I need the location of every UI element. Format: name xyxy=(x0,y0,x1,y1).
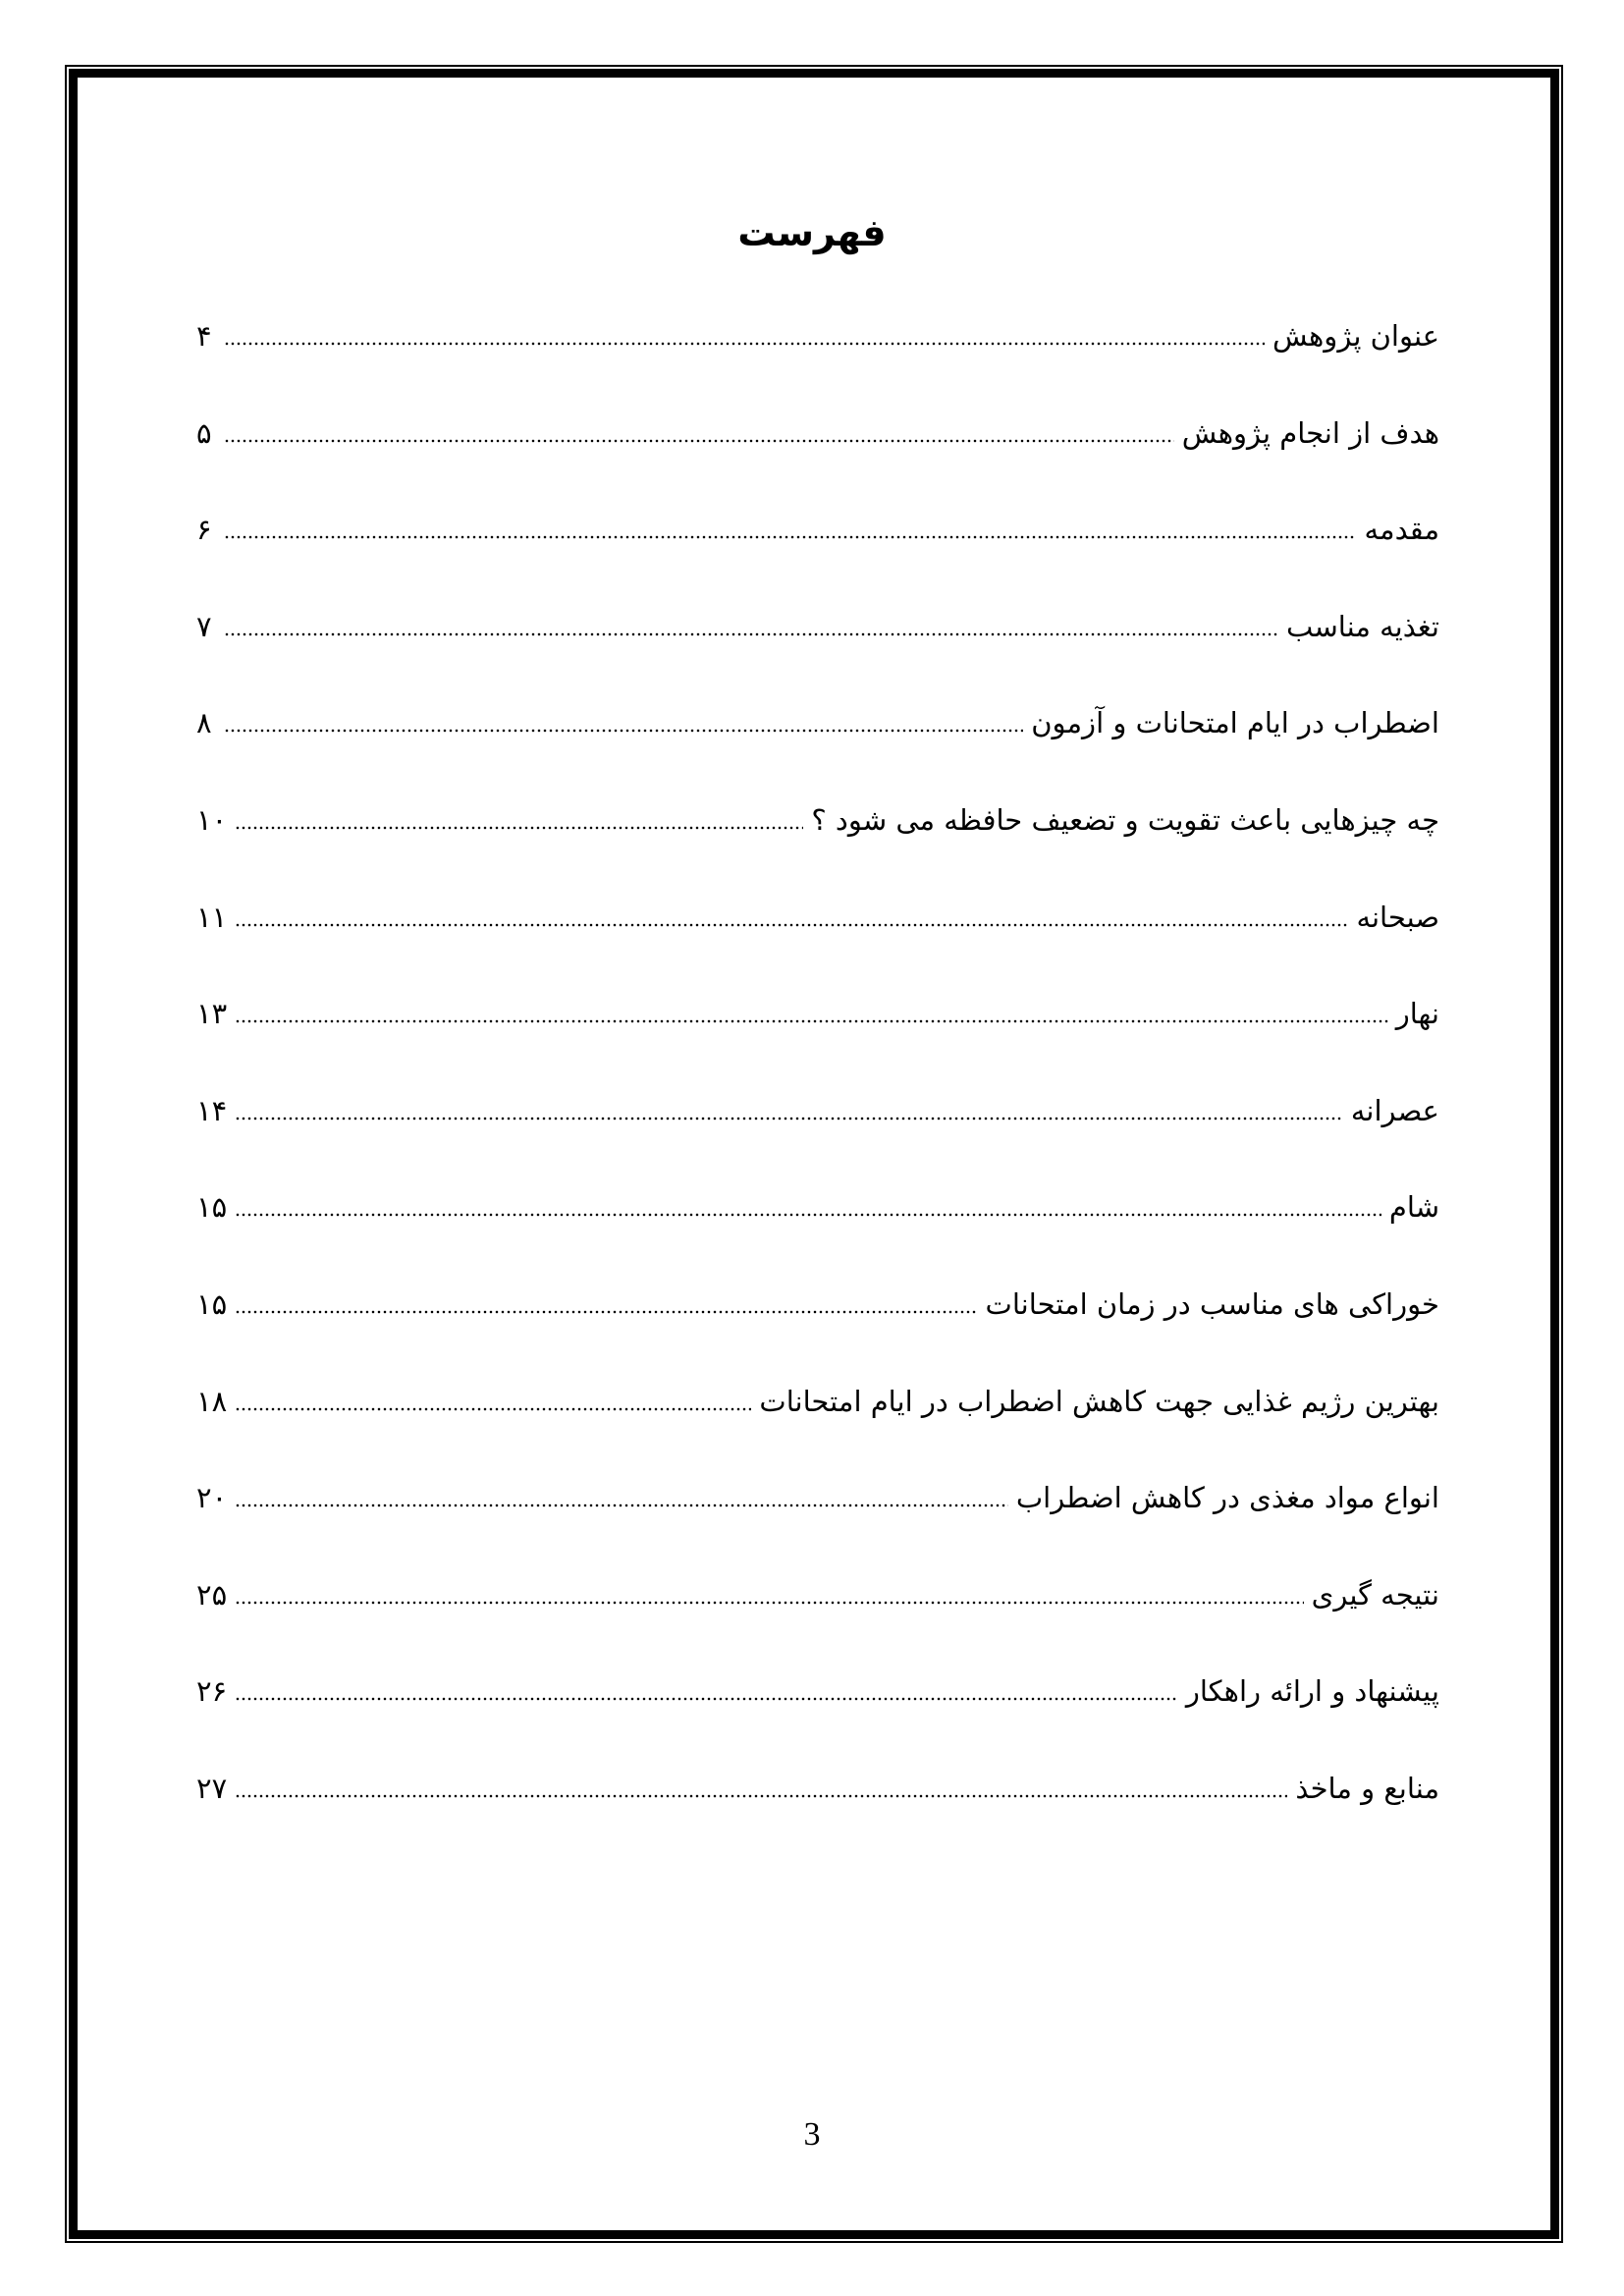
toc-entry-label: نهار xyxy=(1395,997,1439,1031)
dot-leader xyxy=(224,439,1174,443)
dot-leader xyxy=(235,1213,1381,1217)
toc-entry-page: ۴ xyxy=(196,319,212,353)
toc-entry[interactable] xyxy=(196,513,1439,610)
dot-leader xyxy=(224,632,1278,636)
toc-entry[interactable] xyxy=(196,706,1439,803)
toc-entry-label: نتیجه گیری xyxy=(1311,1577,1439,1612)
toc-entry-page: ۲۰ xyxy=(196,1481,228,1515)
page-title: فهرست xyxy=(737,211,887,254)
toc-entry-page: ۱۵ xyxy=(196,1190,228,1225)
toc-entry-label: اضطراب در ایام امتحانات و آزمون xyxy=(1031,706,1439,740)
toc-entry-page: ۵ xyxy=(196,415,212,450)
table-of-contents xyxy=(196,319,1439,1869)
toc-entry-page: ۱۵ xyxy=(196,1286,228,1321)
toc-entry[interactable] xyxy=(196,1287,1439,1385)
toc-entry-label: چه چیزهایی باعث تقویت و تضعیف حافظه می شود ؟ xyxy=(811,802,1439,837)
dot-leader xyxy=(235,1310,977,1314)
toc-entry-label: بهترین رژیم غذایی جهت کاهش اضطراب در ایام امتحانات xyxy=(759,1384,1439,1418)
dot-leader xyxy=(235,1697,1178,1701)
dot-leader xyxy=(224,342,1265,346)
toc-entry-label: انواع مواد مغذی در کاهش اضطراب xyxy=(1015,1481,1439,1515)
dot-leader xyxy=(235,1503,1008,1507)
toc-entry-page: ۱۳ xyxy=(196,997,228,1031)
toc-entry-label: هدف از انجام پژوهش xyxy=(1181,415,1439,450)
toc-entry[interactable] xyxy=(196,1772,1439,1869)
toc-entry[interactable] xyxy=(196,1190,1439,1287)
toc-entry[interactable] xyxy=(196,416,1439,514)
dot-leader xyxy=(224,729,1023,733)
toc-entry[interactable] xyxy=(196,997,1439,1094)
toc-entry-page: ۱۴ xyxy=(196,1093,228,1127)
toc-entry[interactable] xyxy=(196,319,1439,416)
toc-entry[interactable] xyxy=(196,1578,1439,1675)
toc-entry-label: عصرانه xyxy=(1350,1093,1439,1127)
toc-entry-page: ۸ xyxy=(196,706,212,740)
toc-entry-label: پیشنهاد و ارائه راهکار xyxy=(1185,1674,1439,1709)
toc-entry-page: ۲۷ xyxy=(196,1771,228,1805)
toc-entry[interactable] xyxy=(196,1385,1439,1482)
toc-entry-label: تغذیه مناسب xyxy=(1285,609,1439,643)
toc-entry-label: شام xyxy=(1388,1190,1439,1225)
dot-leader xyxy=(224,535,1356,539)
toc-entry-page: ۱۰ xyxy=(196,802,228,837)
toc-entry-page: ۲۵ xyxy=(196,1577,228,1612)
toc-entry-page: ۱۸ xyxy=(196,1384,228,1418)
dot-leader xyxy=(235,826,803,830)
toc-entry-page: ۷ xyxy=(196,609,212,643)
toc-entry-label: مقدمه xyxy=(1364,513,1439,547)
dot-leader xyxy=(235,1019,1388,1023)
toc-entry-label: صبحانه xyxy=(1356,900,1439,934)
dot-leader xyxy=(235,1117,1343,1121)
toc-entry[interactable] xyxy=(196,803,1439,901)
dot-leader xyxy=(235,923,1348,927)
toc-entry-page: ۱۱ xyxy=(196,900,228,934)
toc-entry[interactable] xyxy=(196,1481,1439,1578)
toc-entry[interactable] xyxy=(196,610,1439,707)
toc-entry-page: ۲۶ xyxy=(196,1674,228,1709)
toc-entry-label: منابع و ماخذ xyxy=(1295,1771,1439,1805)
dot-leader xyxy=(235,1407,751,1411)
toc-entry-page: ۶ xyxy=(196,513,212,547)
toc-entry-label: خوراکی های مناسب در زمان امتحانات xyxy=(985,1286,1439,1321)
toc-entry-label: عنوان پژوهش xyxy=(1272,319,1439,353)
dot-leader xyxy=(235,1794,1287,1798)
toc-entry[interactable] xyxy=(196,1094,1439,1191)
toc-entry[interactable] xyxy=(196,1674,1439,1772)
page-number: 3 xyxy=(803,2116,821,2153)
dot-leader xyxy=(235,1601,1304,1605)
toc-entry[interactable] xyxy=(196,901,1439,998)
